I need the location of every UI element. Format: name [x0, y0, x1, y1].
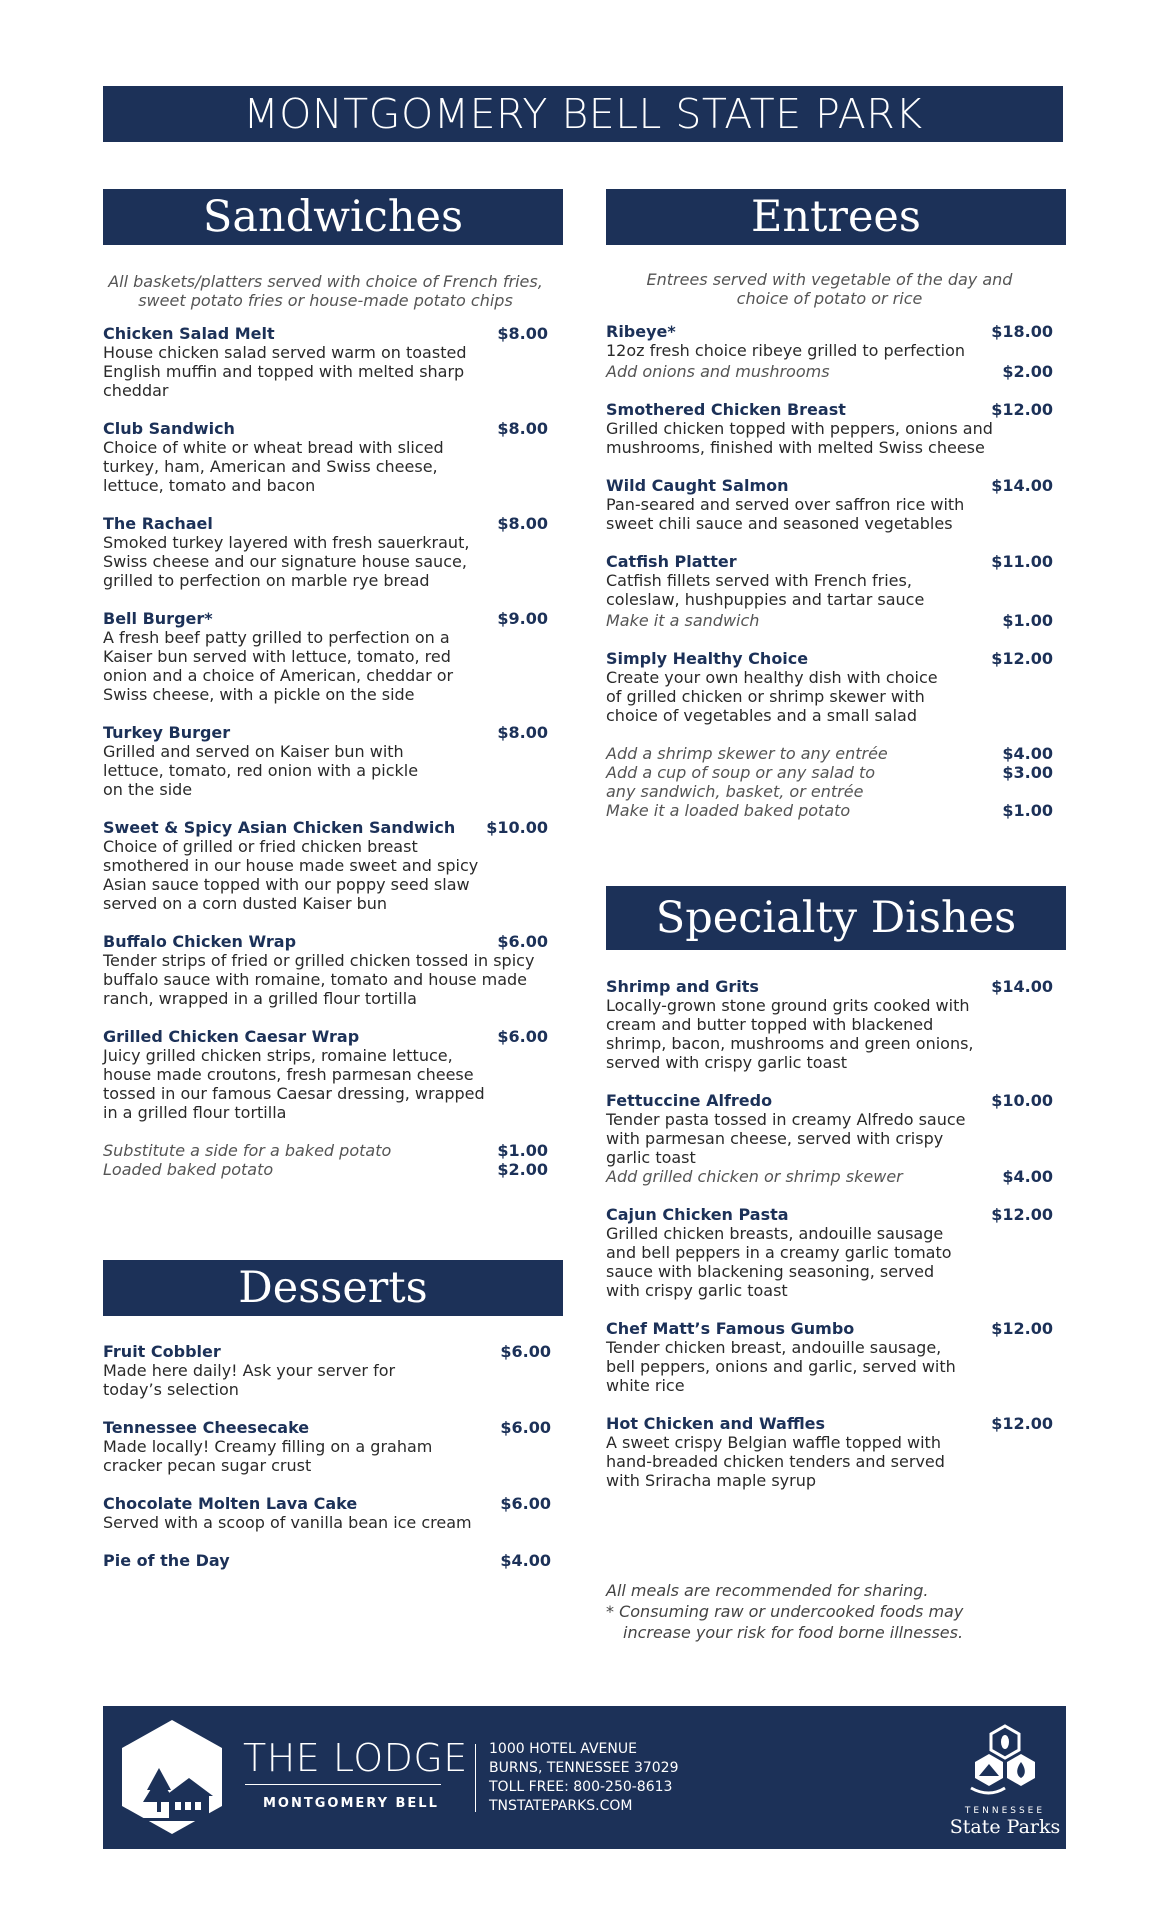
- item-name: Buffalo Chicken Wrap: [103, 932, 297, 951]
- item-price: $18.00: [991, 322, 1053, 341]
- menu-item: [606, 400, 1053, 457]
- desserts-heading-banner: [103, 1260, 563, 1316]
- item-name: Shrimp and Grits: [606, 977, 759, 996]
- addon-price: $4.00: [1002, 1167, 1053, 1186]
- addon-row: [103, 1141, 548, 1160]
- entrees-heading: Entrees: [751, 192, 921, 242]
- addon-label: Make it a loaded baked potato: [606, 801, 851, 820]
- item-price: $14.00: [991, 476, 1053, 495]
- item-description: Grilled chicken topped with peppers, onions and mushrooms, finished with melted Swiss cheese: [606, 419, 993, 457]
- addon-label: Add a cup of soup or any salad to any sandwich, basket, or entrée: [606, 763, 876, 801]
- item-price: $8.00: [497, 324, 548, 343]
- menu-item: [103, 419, 548, 495]
- menu-item: [606, 476, 1053, 533]
- state-parks-emblem-icon: [949, 1722, 1061, 1806]
- item-name: Chocolate Molten Lava Cake: [103, 1494, 358, 1513]
- item-price: $4.00: [500, 1551, 551, 1570]
- item-description: Tender pasta tossed in creamy Alfredo sauce with parmesan cheese, served with crispy garlic toast: [606, 1110, 966, 1167]
- item-name: Ribeye*: [606, 322, 676, 341]
- menu-item: [103, 609, 548, 704]
- menu-item: [103, 723, 548, 799]
- item-description: Juicy grilled chicken strips, romaine lettuce, house made croutons, fresh parmesan cheese tossed in our famous Caesar dressing, wrapped in a grilled flour tortilla: [103, 1046, 485, 1122]
- item-name: Hot Chicken and Waffles: [606, 1414, 826, 1433]
- footer-divider: [475, 1744, 476, 1812]
- item-name: Simply Healthy Choice: [606, 649, 809, 668]
- item-name: Turkey Burger: [103, 723, 231, 742]
- sharing-note: All meals are recommended for sharing.: [606, 1581, 929, 1600]
- menu-item: [606, 1319, 1053, 1395]
- item-name: Cajun Chicken Pasta: [606, 1205, 789, 1224]
- addon-row: [103, 1160, 548, 1179]
- entrees-intro: Entrees served with vegetable of the day and choice of potato or rice: [646, 270, 1013, 308]
- menu-item: [103, 1342, 551, 1399]
- addon-price: $3.00: [1002, 763, 1053, 782]
- specialty-heading: Specialty Dishes: [655, 893, 1017, 943]
- addon-price: $2.00: [1002, 362, 1053, 381]
- state-parks-name: State Parks: [949, 1816, 1061, 1838]
- item-price: $6.00: [500, 1494, 551, 1513]
- addon-label: Add a shrimp skewer to any entrée: [606, 744, 888, 763]
- item-description: Tender strips of fried or grilled chicken tossed in spicy buffalo sauce with romaine, tomato and house made ranch, wrapped in a grilled flour tortilla: [103, 951, 535, 1008]
- item-price: $6.00: [500, 1418, 551, 1437]
- address-street: 1000 HOTEL AVENUE: [489, 1741, 637, 1757]
- item-description: Served with a scoop of vanilla bean ice cream: [103, 1513, 472, 1532]
- item-price: $12.00: [991, 649, 1053, 668]
- sandwiches-section: [103, 272, 548, 1179]
- item-name: Grilled Chicken Caesar Wrap: [103, 1027, 360, 1046]
- entrees-section: [606, 270, 1053, 820]
- addon-price: $2.00: [497, 1160, 548, 1179]
- addon-label: Add grilled chicken or shrimp skewer: [606, 1167, 903, 1186]
- item-description: Made locally! Creamy filling on a graham cracker pecan sugar crust: [103, 1437, 433, 1475]
- addon-price: $4.00: [1002, 744, 1053, 763]
- website[interactable]: TNSTATEPARKS.COM: [489, 1798, 633, 1814]
- menu-item: [103, 324, 548, 400]
- item-description: Choice of grilled or fried chicken breast smothered in our house made sweet and spicy Asian sauce topped with our poppy seed slaw served on a corn dusted Kaiser bun: [103, 837, 479, 913]
- menu-notes: [606, 1580, 1026, 1643]
- item-price: $14.00: [991, 977, 1053, 996]
- item-price: $10.00: [991, 1091, 1053, 1110]
- item-description: A fresh beef patty grilled to perfection on a Kaiser bun served with lettuce, tomato, red onion and a choice of American, cheddar or Swiss cheese, with a pickle on the side: [103, 628, 454, 704]
- item-description: Catfish fillets served with French fries, coleslaw, hushpuppies and tartar sauce: [606, 571, 925, 609]
- item-description: Create your own healthy dish with choice of grilled chicken or shrimp skewer with choice of vegetables and a small salad: [606, 668, 938, 725]
- specialty-heading-banner: [606, 886, 1066, 950]
- desserts-section: [103, 1342, 551, 1589]
- item-name: Club Sandwich: [103, 419, 235, 438]
- item-description: Tender chicken breast, andouille sausage, bell peppers, onions and garlic, served with white rice: [606, 1338, 956, 1395]
- addon-label: Loaded baked potato: [103, 1160, 274, 1179]
- item-price: $8.00: [497, 723, 548, 742]
- item-name: Tennessee Cheesecake: [103, 1418, 310, 1437]
- item-description: Choice of white or wheat bread with sliced turkey, ham, American and Swiss cheese, lettuce, tomato and bacon: [103, 438, 444, 495]
- addon-price: $1.00: [1002, 611, 1053, 630]
- item-name: Sweet & Spicy Asian Chicken Sandwich: [103, 818, 456, 837]
- sandwiches-heading-banner: [103, 189, 563, 245]
- desserts-heading: Desserts: [238, 1263, 428, 1313]
- item-description: Grilled chicken breasts, andouille sausage and bell peppers in a creamy garlic tomato sauce with blackening seasoning, served with crispy garlic toast: [606, 1224, 952, 1300]
- menu-item: [606, 1205, 1053, 1300]
- item-description: House chicken salad served warm on toasted English muffin and topped with melted sharp cheddar: [103, 343, 467, 400]
- item-price: $6.00: [500, 1342, 551, 1361]
- menu-item: [606, 977, 1053, 1072]
- menu-item: [606, 322, 1053, 381]
- addon-label: Add onions and mushrooms: [606, 362, 830, 381]
- menu-item: [103, 818, 548, 913]
- addon-price: $1.00: [497, 1141, 548, 1160]
- menu-item: [606, 649, 1053, 725]
- item-price: $12.00: [991, 1319, 1053, 1338]
- menu-item: [103, 1027, 548, 1122]
- menu-item: [103, 1418, 551, 1475]
- item-price: $6.00: [497, 1027, 548, 1046]
- address-block: [489, 1740, 678, 1816]
- sandwiches-intro: All baskets/platters served with choice of French fries, sweet potato fries or house-made potato chips: [108, 272, 543, 310]
- item-price: $10.00: [486, 818, 548, 837]
- lodge-title: THE LODGE: [243, 1736, 468, 1780]
- park-title: MONTGOMERY BELL STATE PARK: [243, 90, 923, 138]
- item-description: Made here daily! Ask your server for today’s selection: [103, 1361, 396, 1399]
- item-price: $12.00: [991, 400, 1053, 419]
- addon-label: Make it a sandwich: [606, 611, 760, 630]
- sandwiches-heading: Sandwiches: [202, 192, 464, 242]
- state-parks-logo: [949, 1722, 1061, 1838]
- item-price: $8.00: [497, 514, 548, 533]
- menu-item: [103, 932, 548, 1008]
- menu-item: [103, 1494, 551, 1532]
- item-name: Fettuccine Alfredo: [606, 1091, 773, 1110]
- item-price: $6.00: [497, 932, 548, 951]
- item-description: Smoked turkey layered with fresh sauerkraut, Swiss cheese and our signature house sauce, grilled to perfection on marble rye bread: [103, 533, 470, 590]
- addon-row: [606, 801, 1053, 820]
- item-name: The Rachael: [103, 514, 213, 533]
- menu-item: [606, 1091, 1053, 1186]
- item-name: Chicken Salad Melt: [103, 324, 275, 343]
- menu-item: [606, 552, 1053, 630]
- specialty-section: [606, 977, 1053, 1509]
- footer-banner: [103, 1706, 1066, 1849]
- consumer-warning-line1: * Consuming raw or undercooked foods may: [606, 1602, 964, 1621]
- item-price: $12.00: [991, 1205, 1053, 1224]
- item-description: Locally-grown stone ground grits cooked with cream and butter topped with blackened shrimp, bacon, mushrooms and green onions, served with crispy garlic toast: [606, 996, 974, 1072]
- addon-label: Substitute a side for a baked potato: [103, 1141, 392, 1160]
- addon-price: $1.00: [1002, 801, 1053, 820]
- menu-item: [606, 1414, 1053, 1490]
- item-description: Pan-seared and served over saffron rice with sweet chili sauce and seasoned vegetables: [606, 495, 965, 533]
- lodge-logo-icon: [119, 1718, 225, 1836]
- item-name: Smothered Chicken Breast: [606, 400, 846, 419]
- item-name: Pie of the Day: [103, 1551, 230, 1570]
- lodge-subtitle: MONTGOMERY BELL: [263, 1796, 439, 1811]
- item-name: Wild Caught Salmon: [606, 476, 789, 495]
- consumer-warning-line2: increase your risk for food borne illnesses.: [623, 1623, 964, 1642]
- item-name: Chef Matt’s Famous Gumbo: [606, 1319, 855, 1338]
- item-name: Catfish Platter: [606, 552, 737, 571]
- state-parks-state: TENNESSEE: [964, 1806, 1046, 1816]
- phone-number: TOLL FREE: 800-250-8613: [489, 1779, 673, 1795]
- item-price: $9.00: [497, 609, 548, 628]
- item-description: Grilled and served on Kaiser bun with lettuce, tomato, red onion with a pickle on the side: [103, 742, 419, 799]
- park-title-banner: [103, 86, 1063, 142]
- item-price: $11.00: [991, 552, 1053, 571]
- addon-row: [606, 744, 1053, 763]
- item-price: $12.00: [991, 1414, 1053, 1433]
- address-city: BURNS, TENNESSEE 37029: [489, 1760, 679, 1776]
- item-description: A sweet crispy Belgian waffle topped with hand-breaded chicken tenders and served with Sriracha maple syrup: [606, 1433, 945, 1490]
- menu-item: [103, 1551, 551, 1570]
- item-name: Bell Burger*: [103, 609, 213, 628]
- item-price: $8.00: [497, 419, 548, 438]
- addon-row: [606, 763, 1053, 801]
- entrees-heading-banner: [606, 189, 1066, 245]
- item-description: 12oz fresh choice ribeye grilled to perfection: [606, 341, 966, 360]
- item-name: Fruit Cobbler: [103, 1342, 221, 1361]
- lodge-title-rule: [245, 1784, 441, 1785]
- menu-item: [103, 514, 548, 590]
